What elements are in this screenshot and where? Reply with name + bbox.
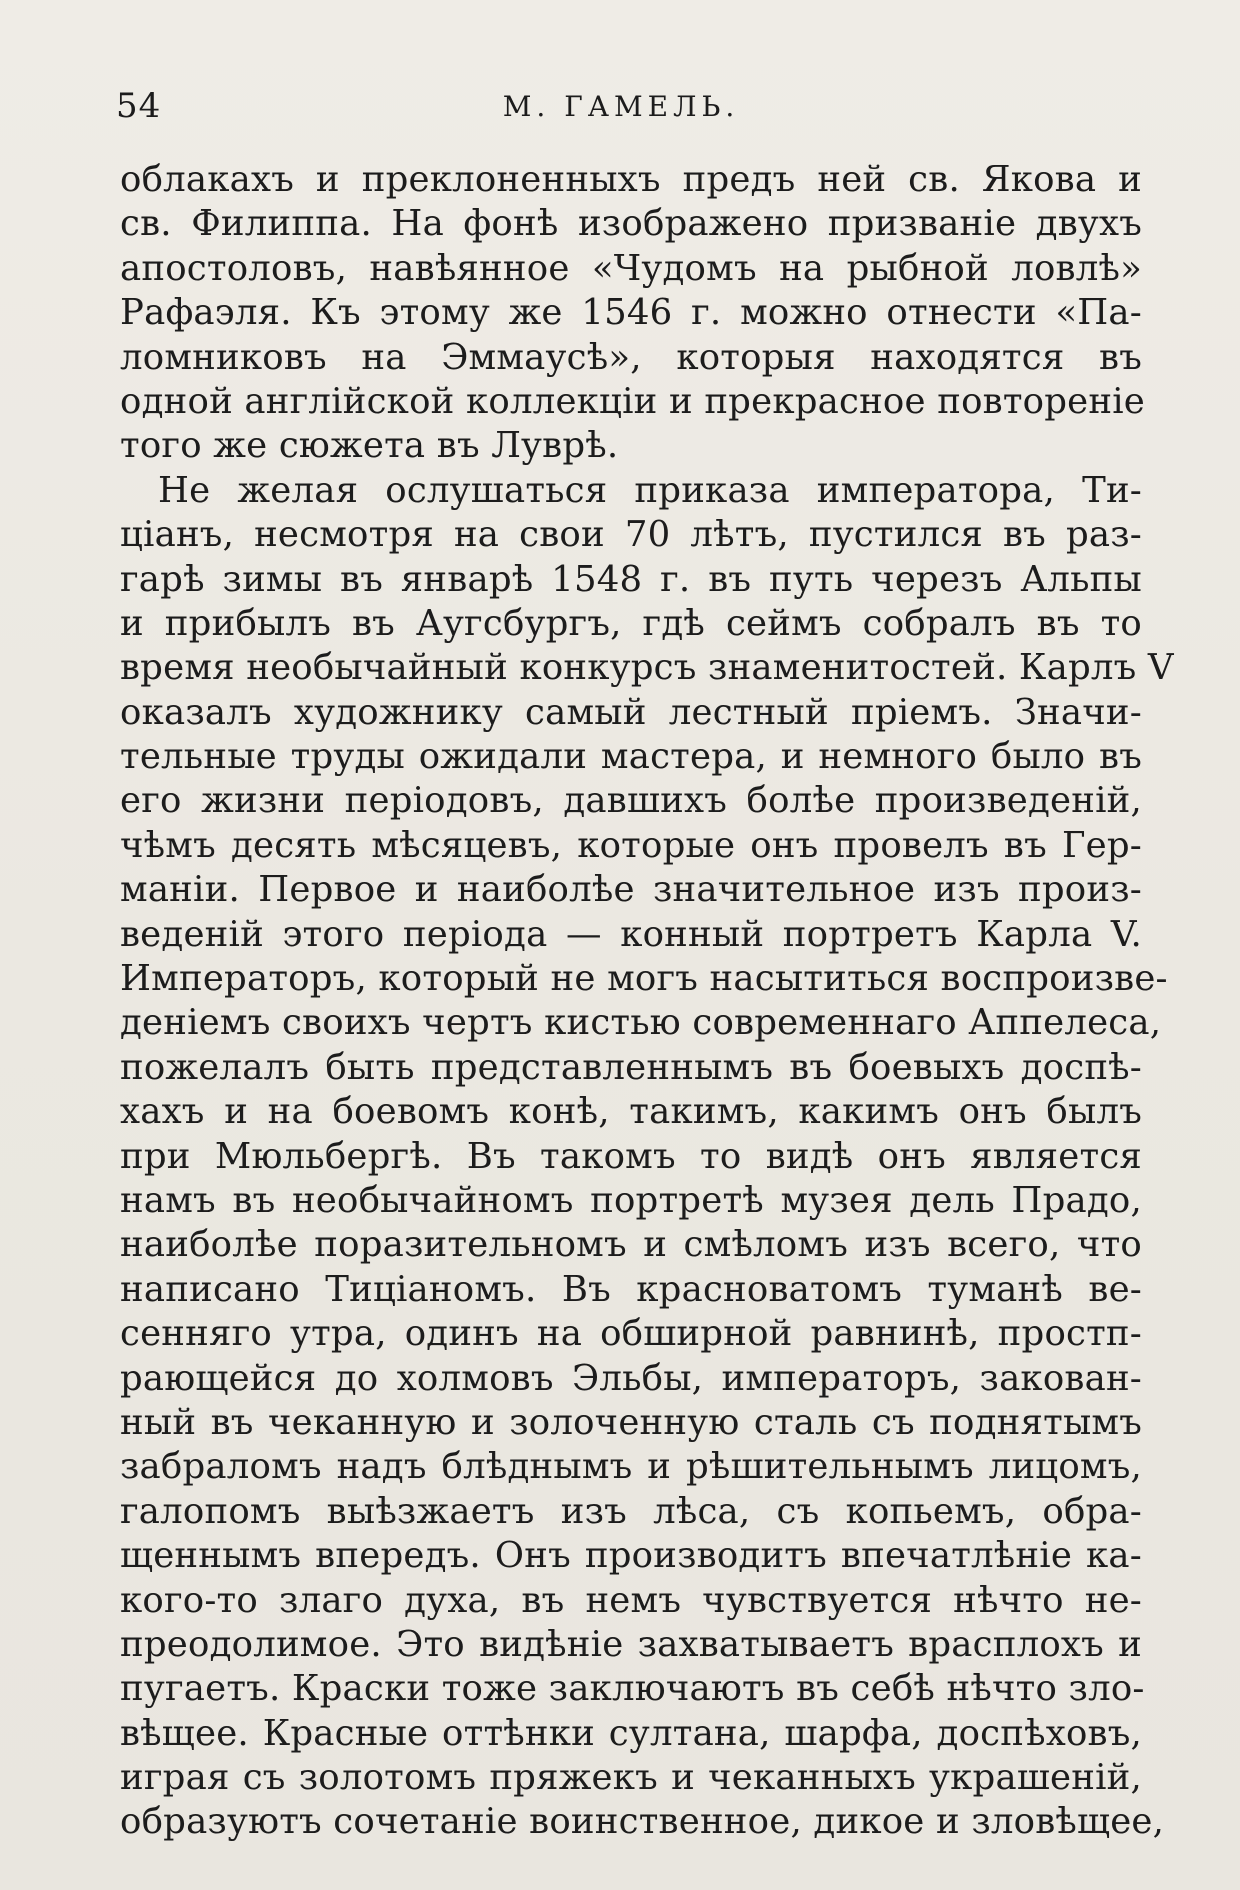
- text-line: намъ въ необычайномъ портретѣ музея дель Прадо,: [120, 1179, 1142, 1221]
- text-line: его жизни перiодовъ, давшихъ болѣе произведенiй,: [120, 780, 1142, 822]
- text-line: манiи. Первое и наиболѣе значительное изъ произ-: [120, 869, 1142, 911]
- text-line: апостоловъ, навѣянное «Чудомъ на рыбной ловлѣ»: [120, 247, 1142, 289]
- text-line: денiемъ своихъ чертъ кистью современнаго Аппелеса,: [120, 1002, 1162, 1044]
- text-line: ломниковъ на Эммаусѣ», которыя находятся въ: [120, 336, 1142, 378]
- page-number: 54: [116, 86, 162, 126]
- text-line: забраломъ надъ блѣднымъ и рѣшительнымъ лицомъ,: [120, 1446, 1142, 1488]
- text-line: чѣмъ десять мѣсяцевъ, которые онъ провелъ въ Гер-: [120, 824, 1142, 866]
- text-line: гарѣ зимы въ январѣ 1548 г. въ путь черезъ Альпы: [120, 558, 1142, 600]
- text-line: того же сюжета въ Луврѣ.: [120, 425, 619, 467]
- text-line: облакахъ и преклоненныхъ предъ ней св. Якова и: [120, 159, 1142, 200]
- text-line: при Мюльбергѣ. Въ такомъ то видѣ онъ является: [120, 1135, 1142, 1177]
- text-line: образуютъ сочетанiе воинственное, дикое и зловѣщее,: [120, 1801, 1165, 1843]
- text-line: щеннымъ впередъ. Онъ производитъ впечатлѣнiе ка-: [120, 1535, 1142, 1577]
- text-line: написано Тицiаномъ. Въ красноватомъ туманѣ ве-: [120, 1268, 1142, 1310]
- text-line: ный въ чеканную и золоченную сталь съ поднятымъ: [120, 1401, 1142, 1443]
- text-line: одной англiйской коллекцiи и прекрасное повторенiе: [120, 380, 1145, 422]
- text-line: Не желая ослушаться приказа императора, Ти-: [158, 469, 1142, 511]
- running-head: М. ГАМЕЛЬ.: [502, 90, 740, 123]
- text-line: св. Филиппа. На фонѣ изображено призванiе двухъ: [120, 203, 1142, 245]
- text-line: Императоръ, который не могъ насытиться воспроизве-: [120, 958, 1168, 1000]
- text-line: сенняго утра, одинъ на обширной равнинѣ, простп-: [120, 1313, 1142, 1355]
- text-line: хахъ и на боевомъ конѣ, такимъ, какимъ онъ былъ: [120, 1091, 1142, 1133]
- text-line: рающейся до холмовъ Эльбы, императоръ, закован-: [120, 1357, 1142, 1399]
- text-line: кого-то злаго духа, въ немъ чувствуется нѣчто не-: [120, 1579, 1142, 1621]
- text-line: преодолимое. Это видѣнiе захватываетъ врасплохъ и: [120, 1623, 1142, 1665]
- text-line: вѣщее. Красные оттѣнки султана, шарфа, доспѣховъ,: [120, 1712, 1142, 1754]
- body-text: [120, 158, 1174, 1845]
- text-line: тельные труды ожидали мастера, и немного было въ: [120, 736, 1142, 778]
- text-line: пугаетъ. Краски тоже заключаютъ въ себѣ нѣчто зло-: [120, 1668, 1145, 1710]
- text-line: наиболѣе поразительномъ и смѣломъ изъ всего, что: [120, 1224, 1142, 1266]
- text-line: играя съ золотомъ пряжекъ и чеканныхъ украшенiй,: [120, 1757, 1142, 1799]
- text-line: и прибылъ въ Аугсбургъ, гдѣ сеймъ собралъ въ то: [120, 602, 1142, 644]
- text-line: веденiй этого перiода — конный портретъ Карла V.: [120, 913, 1142, 955]
- text-line: время необычайный конкурсъ знаменитостей. Карлъ V: [120, 647, 1174, 689]
- text-line: цiанъ, несмотря на свои 70 лѣтъ, пустился въ раз-: [120, 514, 1142, 556]
- text-line: оказалъ художнику самый лестный прiемъ. Значи-: [120, 691, 1142, 733]
- text-line: галопомъ выѣзжаетъ изъ лѣса, съ копьемъ, обра-: [120, 1490, 1142, 1532]
- page-header: [116, 86, 1126, 136]
- text-line: пожелалъ быть представленнымъ въ боевыхъ доспѣ-: [120, 1046, 1142, 1088]
- text-line: Рафаэля. Къ этому же 1546 г. можно отнести «Па-: [120, 292, 1142, 334]
